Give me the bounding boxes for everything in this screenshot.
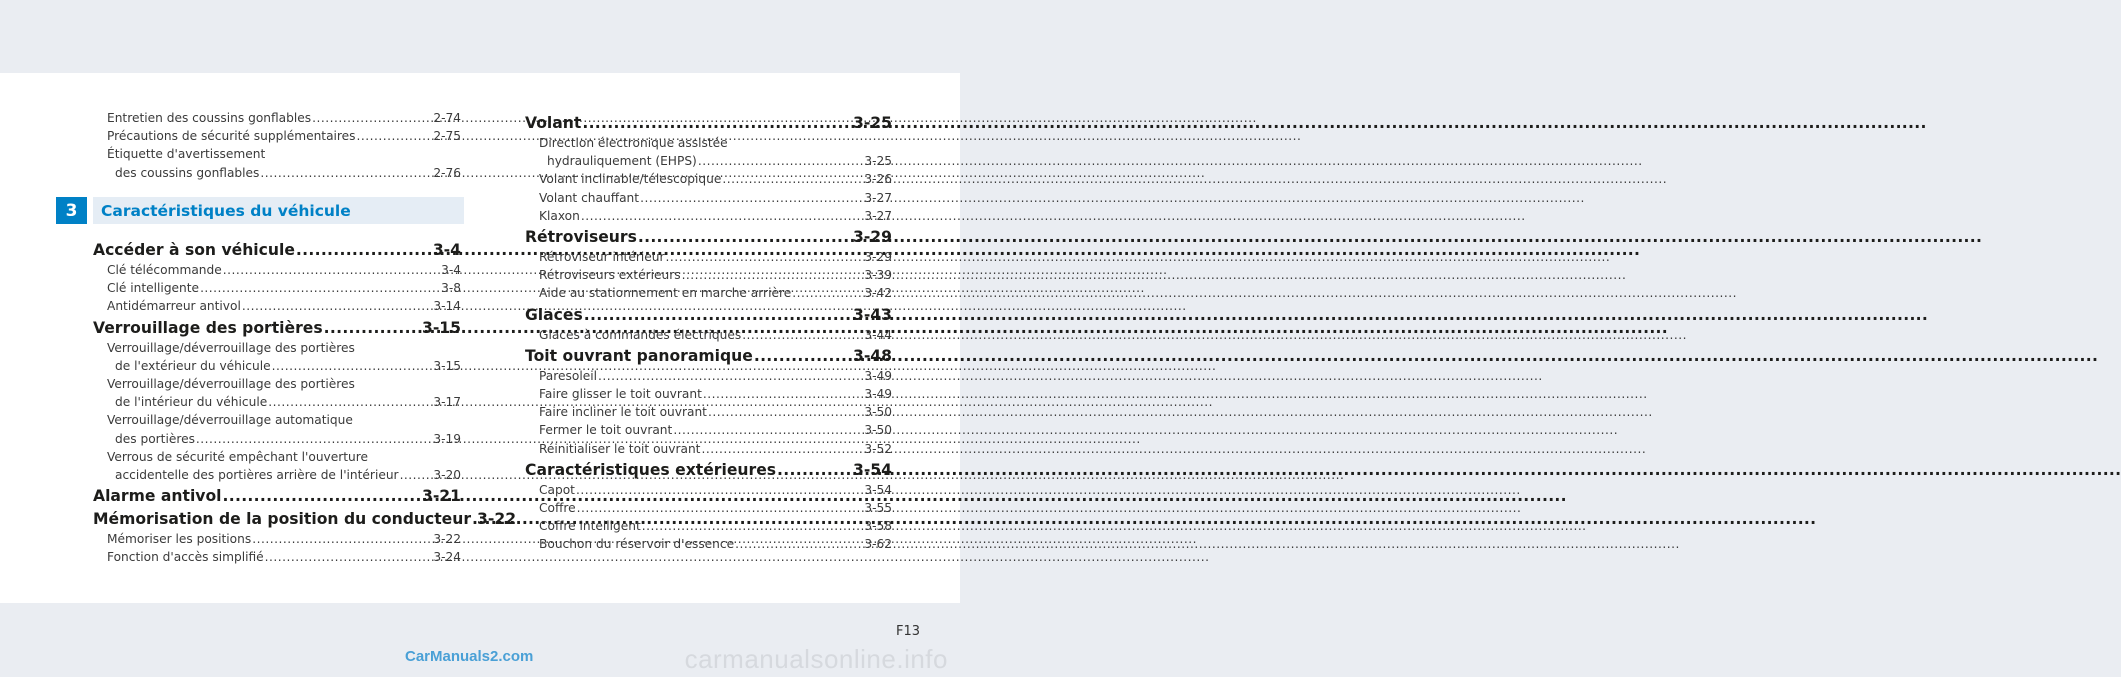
toc-entry[interactable]: Mémoriser les positions ..... 3-22 [93,530,461,548]
toc-entry[interactable]: Fermer le toit ouvrant ..... 3-50 [525,421,892,439]
toc-entry[interactable]: Coffre intelligent ..... 3-58 [525,517,892,535]
toc-entry[interactable]: Coffre ..... 3-55 [525,499,892,517]
toc-heading[interactable]: Mémorisation de la position du conducteur ..... 3-22 [93,508,461,530]
toc-entry[interactable]: Faire incliner le toit ouvrant ..... 3-50 [525,403,892,421]
toc-entry-line[interactable]: Verrous de sécurité empêchant l'ouverture [107,449,369,464]
toc-heading[interactable]: Toit ouvrant panoramique ..... 3-48 [525,345,892,367]
toc-right-column [525,111,892,554]
toc-entry[interactable]: Rétroviseur intérieur ..... 3-29 [525,248,892,266]
toc-entry[interactable]: Clé intelligente ..... 3-8 [93,279,461,297]
toc-left-column-main [93,238,517,567]
toc-entry[interactable]: accidentelle des portières arrière de l'intérieur ..... 3-20 [93,466,461,484]
toc-heading[interactable]: Verrouillage des portières ..... 3-15 [93,317,461,339]
section-title: Caractéristiques du véhicule [93,197,464,224]
toc-entry[interactable]: des portières ..... 3-19 [93,430,461,448]
footer-watermark: carmanualsonline.info [684,644,948,674]
toc-entry[interactable]: Volant inclinable/télescopique ..... 3-26 [525,170,892,188]
section-header [56,197,464,224]
page-number: F13 [895,624,920,639]
toc-entry-line[interactable]: Verrouillage/déverrouillage des portières [107,340,355,355]
toc-entry[interactable]: Klaxon ..... 3-27 [525,207,892,225]
toc-entry[interactable]: Entretien des coussins gonflables ..... 2-74 [93,109,461,127]
toc-entry[interactable]: Rétroviseurs extérieurs ..... 3-39 [525,266,892,284]
toc-heading[interactable]: Rétroviseurs ..... 3-29 [525,226,892,248]
toc-entry[interactable]: Paresoleil ..... 3-49 [525,367,892,385]
toc-entry-line[interactable]: Verrouillage/déverrouillage des portières [107,377,355,392]
toc-entry[interactable]: Bouchon du réservoir d'essence ..... 3-62 [525,535,892,553]
site-watermark: CarManuals2.com [405,648,534,665]
toc-entry[interactable]: Faire glisser le toit ouvrant ..... 3-49 [525,385,892,403]
toc-heading[interactable]: Volant ..... 3-25 [525,112,892,134]
toc-heading[interactable]: Caractéristiques extérieures ..... 3-54 [525,459,892,481]
toc-entry-line[interactable]: Verrouillage/déverrouillage automatique [107,413,353,428]
toc-entry[interactable]: hydrauliquement (EHPS) ..... 3-25 [525,152,892,170]
toc-entry[interactable]: Capot ..... 3-54 [525,481,892,499]
toc-entry[interactable]: Réinitialiser le toit ouvrant ..... 3-52 [525,440,892,458]
toc-entry[interactable]: Fonction d'accès simplifié ..... 3-24 [93,548,461,566]
section-number: 3 [56,197,87,224]
toc-heading[interactable]: Alarme antivol ..... 3-21 [93,485,461,507]
toc-entry[interactable]: de l'intérieur du véhicule ..... 3-17 [93,393,461,411]
toc-heading[interactable]: Glaces ..... 3-43 [525,304,892,326]
toc-entry[interactable]: Antidémarreur antivol ..... 3-14 [93,297,461,315]
toc-entry[interactable]: Glaces à commandes électriques ..... 3-44 [525,326,892,344]
toc-heading[interactable]: Accéder à son véhicule ..... 3-4 [93,239,461,261]
toc-entry[interactable]: Aide au stationnement en marche arrière ..... 3-42 [525,284,892,302]
toc-entry-line[interactable]: Direction électronique assistée [539,136,728,150]
toc-left-column [93,109,461,182]
toc-entry[interactable]: de l'extérieur du véhicule ..... 3-15 [93,357,461,375]
toc-entry[interactable]: Précautions de sécurité supplémentaires ..... 2-75 [93,127,461,145]
toc-entry[interactable]: des coussins gonflables ..... 2-76 [93,164,461,182]
toc-entry[interactable]: Clé télécommande ..... 3-4 [93,261,461,279]
toc-entry-line[interactable]: Étiquette d'avertissement [107,147,266,162]
toc-entry[interactable]: Volant chauffant ..... 3-27 [525,189,892,207]
